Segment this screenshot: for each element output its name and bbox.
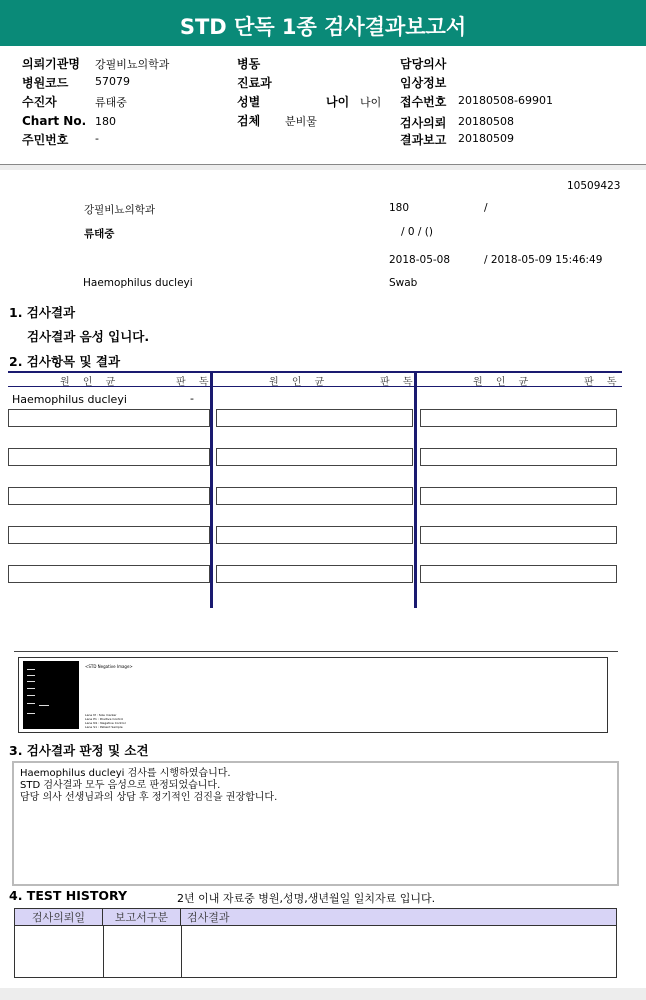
gel-legend-line: Lane N1 : Negative Control <box>85 721 126 725</box>
hospital-label: 의뢰기관명 <box>22 57 80 71</box>
code-label: 병원코드 <box>22 76 69 90</box>
report-id: 10509423 <box>567 180 621 192</box>
sex-label: 성별 <box>237 95 261 109</box>
receipt-value: 20180508-69901 <box>458 94 553 107</box>
dept-label: 진료과 <box>237 76 272 90</box>
report-test-name: Haemophilus ducleyi <box>83 277 193 289</box>
specimen-value: 분비물 <box>285 115 317 128</box>
history-col-divider <box>103 926 104 977</box>
report-age-sex: / 0 / () <box>401 226 433 238</box>
gel-legend-line: Lane P1 : Positive Control <box>85 717 124 721</box>
ward-label: 병동 <box>237 57 261 71</box>
gel-electrophoresis-image <box>23 661 79 729</box>
comment-line: STD 검사결과 모두 음성으로 판정되었습니다. <box>20 780 221 791</box>
gel-divider <box>14 651 618 652</box>
col-pathogen-header: 원 인 균 <box>473 377 534 388</box>
age-value: 나이 <box>360 96 382 109</box>
history-header-report-type: 보고서구분 <box>103 909 181 926</box>
report-title: STD 단독 1종 검사결과보고서 <box>0 0 646 46</box>
clinical-label: 임상정보 <box>400 76 447 90</box>
comment-box <box>12 761 619 886</box>
history-header-result: 검사결과 <box>181 909 616 926</box>
result-cell <box>8 448 210 466</box>
history-col-divider <box>181 926 182 977</box>
result-cell <box>216 526 413 544</box>
age-label: 나이 <box>326 95 350 109</box>
col-judgement-header: 판 독 <box>380 377 418 388</box>
receipt-label: 접수번호 <box>400 95 447 109</box>
report-slash: / <box>484 202 488 214</box>
gel-image-frame <box>18 657 608 733</box>
result-cell <box>216 409 413 427</box>
gel-legend-line: Lane S1 : Patient Sample <box>85 725 123 729</box>
result-cell <box>8 565 210 583</box>
rrn-value: - <box>95 132 99 145</box>
col-judgement-header: 판 독 <box>176 377 214 388</box>
result-cell <box>8 487 210 505</box>
patient-value: 류태중 <box>95 96 127 109</box>
report-hospital: 강필비뇨의학과 <box>84 204 156 216</box>
comment-line: Haemophilus ducleyi 검사를 시행하였습니다. <box>20 768 231 779</box>
results-column-divider <box>414 371 417 608</box>
result-cell <box>420 487 617 505</box>
result-cell <box>216 448 413 466</box>
report-date-request: 2018-05-08 <box>389 254 451 266</box>
section4-note: 2년 이내 자료중 병원,성명,생년월일 일치자료 입니다. <box>177 892 436 905</box>
request-value: 20180508 <box>458 115 514 128</box>
result-cell <box>420 409 617 427</box>
patient-label: 수진자 <box>22 95 57 109</box>
hospital-value: 강필비뇨의학과 <box>95 58 170 71</box>
section1-title: 1. 검사결과 <box>9 305 76 320</box>
gel-caption: <STD Negative Image> <box>85 664 133 669</box>
report-date-value: 20180509 <box>458 132 514 145</box>
section4-title: 4. TEST HISTORY <box>9 888 128 903</box>
history-table <box>14 908 617 978</box>
result-cell <box>216 487 413 505</box>
doctor-label: 담당의사 <box>400 57 447 71</box>
patient-header <box>0 46 646 165</box>
col-pathogen-header: 원 인 균 <box>60 377 121 388</box>
col-pathogen-header: 원 인 균 <box>269 377 330 388</box>
results-column-divider <box>210 371 213 608</box>
result-cell <box>420 565 617 583</box>
code-value: 57079 <box>95 75 130 88</box>
item-name: Haemophilus ducleyi <box>12 393 127 406</box>
chart-label: Chart No. <box>22 114 87 128</box>
report-specimen: Swab <box>389 277 418 289</box>
result-cell <box>420 448 617 466</box>
history-header-request-date: 검사의뢰일 <box>15 909 103 926</box>
report-chart-no: 180 <box>389 202 410 214</box>
section1-result: 검사결과 음성 입니다. <box>27 329 150 344</box>
result-cell <box>420 526 617 544</box>
comment-line: 담당 의사 선생님과의 상담 후 정기적인 검진을 권장합니다. <box>20 792 278 803</box>
report-date-label: 결과보고 <box>400 133 447 147</box>
item-result: - <box>190 392 194 405</box>
section2-title: 2. 검사항목 및 결과 <box>9 354 121 369</box>
chart-value: 180 <box>95 115 116 128</box>
report-body <box>0 170 646 988</box>
result-cell <box>216 565 413 583</box>
rrn-label: 주민번호 <box>22 133 69 147</box>
col-judgement-header: 판 독 <box>584 377 622 388</box>
section3-title: 3. 검사결과 판정 및 소견 <box>9 743 149 758</box>
request-label: 검사의뢰 <box>400 116 447 130</box>
report-patient: 류태중 <box>84 228 115 240</box>
gel-legend-line: Lane M : Size marker <box>85 713 117 717</box>
result-cell <box>8 526 210 544</box>
report-date-report: / 2018-05-09 15:46:49 <box>484 254 603 266</box>
specimen-label: 검체 <box>237 114 261 128</box>
result-cell <box>8 409 210 427</box>
